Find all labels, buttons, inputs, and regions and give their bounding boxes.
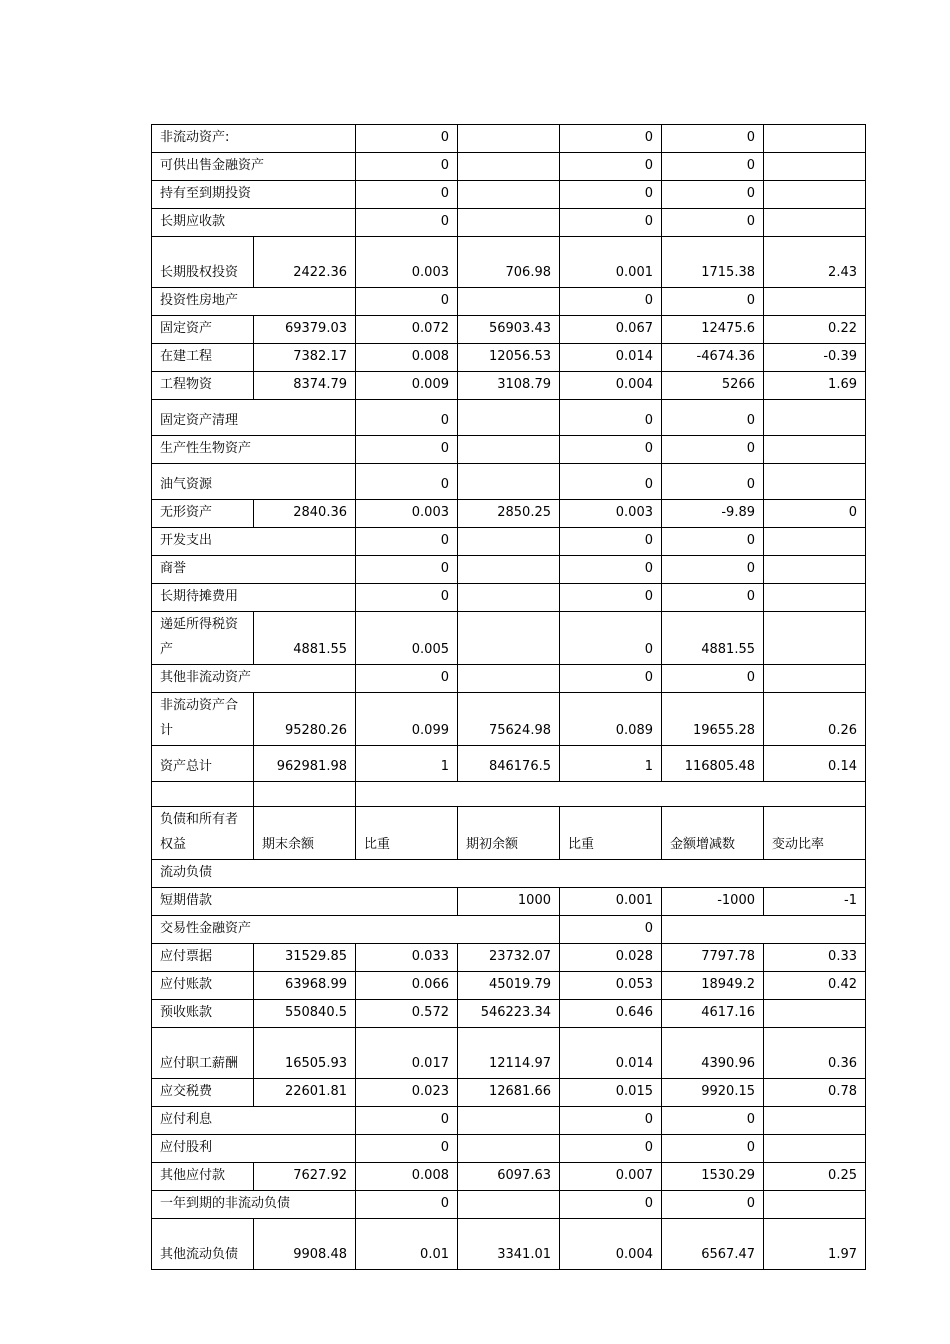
table-cell: 0: [356, 400, 458, 436]
table-cell: -4674.36: [662, 344, 764, 372]
table-cell: 7797.78: [662, 944, 764, 972]
table-cell: 0.25: [764, 1163, 866, 1191]
table-cell: 0: [356, 181, 458, 209]
table-cell: 0.003: [560, 500, 662, 528]
table-cell: 0: [356, 464, 458, 500]
row-label-cell: [152, 782, 254, 807]
table-cell: [458, 1191, 560, 1219]
table-cell: 0: [662, 665, 764, 693]
table-row: [152, 693, 866, 746]
table-cell: 3341.01: [458, 1219, 560, 1270]
table-cell: 0.014: [560, 344, 662, 372]
table-cell: 8374.79: [254, 372, 356, 400]
table-cell: 0.001: [560, 237, 662, 288]
table-cell: 7382.17: [254, 344, 356, 372]
table-cell: 0: [356, 1135, 458, 1163]
table-cell: 550840.5: [254, 1000, 356, 1028]
row-label-cell: 应付职工薪酬: [152, 1028, 254, 1079]
row-label-cell: 一年到期的非流动负债: [152, 1191, 356, 1219]
table-row: [152, 372, 866, 400]
table-cell: 0: [560, 125, 662, 153]
row-label-cell: 持有至到期投资: [152, 181, 356, 209]
table-cell: 0: [662, 153, 764, 181]
table-row: [152, 400, 866, 436]
table-cell: [458, 400, 560, 436]
table-cell: 12681.66: [458, 1079, 560, 1107]
table-cell: 3108.79: [458, 372, 560, 400]
table-cell: 0.33: [764, 944, 866, 972]
table-row: [152, 888, 866, 916]
table-cell: 0: [356, 153, 458, 181]
table-cell: 846176.5: [458, 746, 560, 782]
table-cell: 0: [560, 916, 662, 944]
table-row: [152, 344, 866, 372]
table-row: [152, 944, 866, 972]
row-label-cell: 在建工程: [152, 344, 254, 372]
table-cell: [764, 1107, 866, 1135]
table-cell: 0: [560, 1107, 662, 1135]
table-cell: 0: [560, 1191, 662, 1219]
table-cell: 0: [662, 125, 764, 153]
table-cell: 962981.98: [254, 746, 356, 782]
table-cell: 0.072: [356, 316, 458, 344]
table-cell: 31529.85: [254, 944, 356, 972]
table-row: [152, 1219, 866, 1270]
row-label-cell: 交易性金融资产: [152, 916, 560, 944]
table-cell: 0.067: [560, 316, 662, 344]
table-cell: 12056.53: [458, 344, 560, 372]
table-cell: 0: [662, 1191, 764, 1219]
row-label-cell: 其他非流动资产: [152, 665, 356, 693]
table-row: [152, 1163, 866, 1191]
table-row: [152, 612, 866, 665]
row-label-cell: 油气资源: [152, 464, 356, 500]
table-cell: [764, 436, 866, 464]
table-row: [152, 860, 866, 888]
table-cell: 12475.6: [662, 316, 764, 344]
table-row: [152, 316, 866, 344]
table-cell: [458, 125, 560, 153]
table-cell: 1530.29: [662, 1163, 764, 1191]
table-cell: [458, 153, 560, 181]
table-cell: 63968.99: [254, 972, 356, 1000]
table-cell: 0: [764, 500, 866, 528]
table-cell: 0: [356, 288, 458, 316]
table-row: [152, 436, 866, 464]
table-cell: 0: [662, 528, 764, 556]
table-row: [152, 209, 866, 237]
table-cell: [458, 612, 560, 665]
table-cell: 19655.28: [662, 693, 764, 746]
table-row: [152, 556, 866, 584]
table-cell: 7627.92: [254, 1163, 356, 1191]
table-cell: 0.008: [356, 1163, 458, 1191]
table-cell: 0: [356, 528, 458, 556]
table-row: [152, 1107, 866, 1135]
table-cell: [662, 916, 866, 944]
table-cell: [764, 181, 866, 209]
table-row: [152, 746, 866, 782]
table-row: [152, 288, 866, 316]
table-cell: [764, 209, 866, 237]
row-label-cell: 应付利息: [152, 1107, 356, 1135]
row-label-cell: 商誉: [152, 556, 356, 584]
table-cell: 期初余额: [458, 807, 560, 860]
row-label-cell: 生产性生物资产: [152, 436, 356, 464]
table-cell: 95280.26: [254, 693, 356, 746]
table-cell: [458, 1135, 560, 1163]
table-cell: [458, 584, 560, 612]
table-row: [152, 528, 866, 556]
table-cell: 0.42: [764, 972, 866, 1000]
table-cell: 0.01: [356, 1219, 458, 1270]
table-cell: 0: [662, 584, 764, 612]
table-cell: 0.053: [560, 972, 662, 1000]
table-cell: 0.008: [356, 344, 458, 372]
table-row: [152, 181, 866, 209]
table-row: [152, 665, 866, 693]
table-cell: 0: [560, 181, 662, 209]
table-cell: 0.004: [560, 372, 662, 400]
row-label-cell: 固定资产清理: [152, 400, 356, 436]
table-cell: 56903.43: [458, 316, 560, 344]
row-label-cell: 应交税费: [152, 1079, 254, 1107]
table-cell: 期末余额: [254, 807, 356, 860]
table-cell: 0.014: [560, 1028, 662, 1079]
table-cell: [764, 1000, 866, 1028]
row-label-cell: 长期股权投资: [152, 237, 254, 288]
row-label-cell: 非流动资产:: [152, 125, 356, 153]
table-cell: 0.14: [764, 746, 866, 782]
table-cell: 546223.34: [458, 1000, 560, 1028]
table-cell: 0: [560, 556, 662, 584]
table-cell: 0: [662, 209, 764, 237]
table-cell: -9.89: [662, 500, 764, 528]
table-cell: 0.015: [560, 1079, 662, 1107]
row-label-cell: 可供出售金融资产: [152, 153, 356, 181]
table-row: [152, 125, 866, 153]
table-cell: [764, 125, 866, 153]
table-cell: 比重: [356, 807, 458, 860]
row-label-cell: 长期应收款: [152, 209, 356, 237]
table-row: [152, 782, 866, 807]
table-row: [152, 584, 866, 612]
table-cell: 0: [560, 288, 662, 316]
row-label-cell: 固定资产: [152, 316, 254, 344]
table-row: [152, 500, 866, 528]
table-cell: 1: [560, 746, 662, 782]
table-cell: 变动比率: [764, 807, 866, 860]
row-label-cell: 应付票据: [152, 944, 254, 972]
table-cell: 116805.48: [662, 746, 764, 782]
table-cell: 0.089: [560, 693, 662, 746]
table-row: [152, 237, 866, 288]
table-cell: 0.36: [764, 1028, 866, 1079]
table-row: [152, 153, 866, 181]
table-cell: [458, 665, 560, 693]
row-label-cell: 非流动资产合计: [152, 693, 254, 746]
balance-sheet-body: [152, 125, 866, 1270]
table-cell: 16505.93: [254, 1028, 356, 1079]
table-cell: 0: [356, 125, 458, 153]
table-cell: 0.033: [356, 944, 458, 972]
table-cell: 0.005: [356, 612, 458, 665]
table-cell: 0: [662, 556, 764, 584]
row-label-cell: 流动负债: [152, 860, 866, 888]
table-cell: 0: [560, 153, 662, 181]
table-cell: 1: [356, 746, 458, 782]
table-cell: 23732.07: [458, 944, 560, 972]
table-cell: 0.017: [356, 1028, 458, 1079]
table-cell: 0.023: [356, 1079, 458, 1107]
balance-sheet-table: [151, 124, 866, 1270]
row-label-cell: 预收账款: [152, 1000, 254, 1028]
table-cell: 0.009: [356, 372, 458, 400]
row-label-cell: 其他应付款: [152, 1163, 254, 1191]
table-cell: [764, 584, 866, 612]
row-label-cell: 短期借款: [152, 888, 458, 916]
table-cell: 0: [560, 436, 662, 464]
table-cell: 1000: [458, 888, 560, 916]
table-cell: [458, 436, 560, 464]
table-cell: 2.43: [764, 237, 866, 288]
table-cell: 6567.47: [662, 1219, 764, 1270]
row-label-cell: 投资性房地产: [152, 288, 356, 316]
table-cell: 69379.03: [254, 316, 356, 344]
table-row: [152, 1191, 866, 1219]
table-cell: [764, 665, 866, 693]
table-row: [152, 972, 866, 1000]
row-label-cell: 其他流动负债: [152, 1219, 254, 1270]
table-row: [152, 1135, 866, 1163]
table-cell: 0: [560, 584, 662, 612]
table-cell: [764, 400, 866, 436]
table-cell: 12114.97: [458, 1028, 560, 1079]
table-cell: 9920.15: [662, 1079, 764, 1107]
table-cell: 0.26: [764, 693, 866, 746]
table-cell: -1000: [662, 888, 764, 916]
table-cell: 0.099: [356, 693, 458, 746]
row-label-cell: 资产总计: [152, 746, 254, 782]
table-cell: 0: [560, 528, 662, 556]
table-cell: 0.004: [560, 1219, 662, 1270]
table-cell: [254, 782, 356, 807]
table-cell: 0: [356, 436, 458, 464]
table-cell: 45019.79: [458, 972, 560, 1000]
row-label-cell: 工程物资: [152, 372, 254, 400]
table-cell: 18949.2: [662, 972, 764, 1000]
table-cell: 0.003: [356, 500, 458, 528]
table-row: [152, 807, 866, 860]
table-cell: 0.646: [560, 1000, 662, 1028]
table-cell: [458, 181, 560, 209]
row-label-cell: 递延所得税资产: [152, 612, 254, 665]
table-row: [152, 916, 866, 944]
table-cell: 2850.25: [458, 500, 560, 528]
table-cell: 0: [662, 436, 764, 464]
table-cell: [458, 556, 560, 584]
table-cell: [458, 528, 560, 556]
table-cell: [356, 782, 866, 807]
table-cell: 6097.63: [458, 1163, 560, 1191]
table-cell: 2840.36: [254, 500, 356, 528]
table-row: [152, 1028, 866, 1079]
table-cell: 4881.55: [254, 612, 356, 665]
table-cell: [458, 288, 560, 316]
table-cell: 0: [356, 556, 458, 584]
table-cell: 0: [662, 181, 764, 209]
table-cell: 0.066: [356, 972, 458, 1000]
table-cell: 0: [560, 665, 662, 693]
table-cell: 0: [560, 1135, 662, 1163]
table-cell: [458, 1107, 560, 1135]
table-cell: 1715.38: [662, 237, 764, 288]
table-cell: [764, 528, 866, 556]
table-cell: [458, 209, 560, 237]
table-cell: 0: [356, 1191, 458, 1219]
table-cell: 0.001: [560, 888, 662, 916]
table-cell: 0: [662, 464, 764, 500]
table-row: [152, 464, 866, 500]
table-cell: 0: [662, 400, 764, 436]
table-cell: 4617.16: [662, 1000, 764, 1028]
row-label-cell: 开发支出: [152, 528, 356, 556]
table-cell: -1: [764, 888, 866, 916]
table-cell: 0: [356, 665, 458, 693]
table-cell: 75624.98: [458, 693, 560, 746]
table-cell: 4881.55: [662, 612, 764, 665]
table-cell: [764, 153, 866, 181]
row-label-cell: 负债和所有者权益: [152, 807, 254, 860]
table-cell: 706.98: [458, 237, 560, 288]
table-cell: 4390.96: [662, 1028, 764, 1079]
table-cell: [764, 288, 866, 316]
table-cell: [764, 556, 866, 584]
table-cell: -0.39: [764, 344, 866, 372]
table-cell: 0: [560, 612, 662, 665]
table-cell: 0: [356, 1107, 458, 1135]
table-cell: [764, 1135, 866, 1163]
table-cell: 0: [560, 400, 662, 436]
table-cell: 9908.48: [254, 1219, 356, 1270]
table-cell: 0: [662, 1107, 764, 1135]
table-cell: 0.78: [764, 1079, 866, 1107]
table-cell: 0: [356, 209, 458, 237]
table-cell: 金额增减数: [662, 807, 764, 860]
table-cell: 22601.81: [254, 1079, 356, 1107]
row-label-cell: 应付账款: [152, 972, 254, 1000]
table-cell: 0.572: [356, 1000, 458, 1028]
row-label-cell: 长期待摊费用: [152, 584, 356, 612]
row-label-cell: 应付股利: [152, 1135, 356, 1163]
table-row: [152, 1079, 866, 1107]
table-cell: 比重: [560, 807, 662, 860]
table-cell: 0: [356, 584, 458, 612]
table-cell: 1.69: [764, 372, 866, 400]
table-cell: 0: [662, 288, 764, 316]
table-cell: [458, 464, 560, 500]
table-cell: 1.97: [764, 1219, 866, 1270]
table-row: [152, 1000, 866, 1028]
table-cell: 5266: [662, 372, 764, 400]
table-cell: 0: [560, 464, 662, 500]
table-cell: 0.003: [356, 237, 458, 288]
table-cell: 0: [560, 209, 662, 237]
row-label-cell: 无形资产: [152, 500, 254, 528]
table-cell: 0.007: [560, 1163, 662, 1191]
table-cell: [764, 612, 866, 665]
table-cell: 0.22: [764, 316, 866, 344]
table-cell: 0: [662, 1135, 764, 1163]
table-cell: [764, 1191, 866, 1219]
table-cell: 0.028: [560, 944, 662, 972]
table-cell: 2422.36: [254, 237, 356, 288]
table-cell: [764, 464, 866, 500]
